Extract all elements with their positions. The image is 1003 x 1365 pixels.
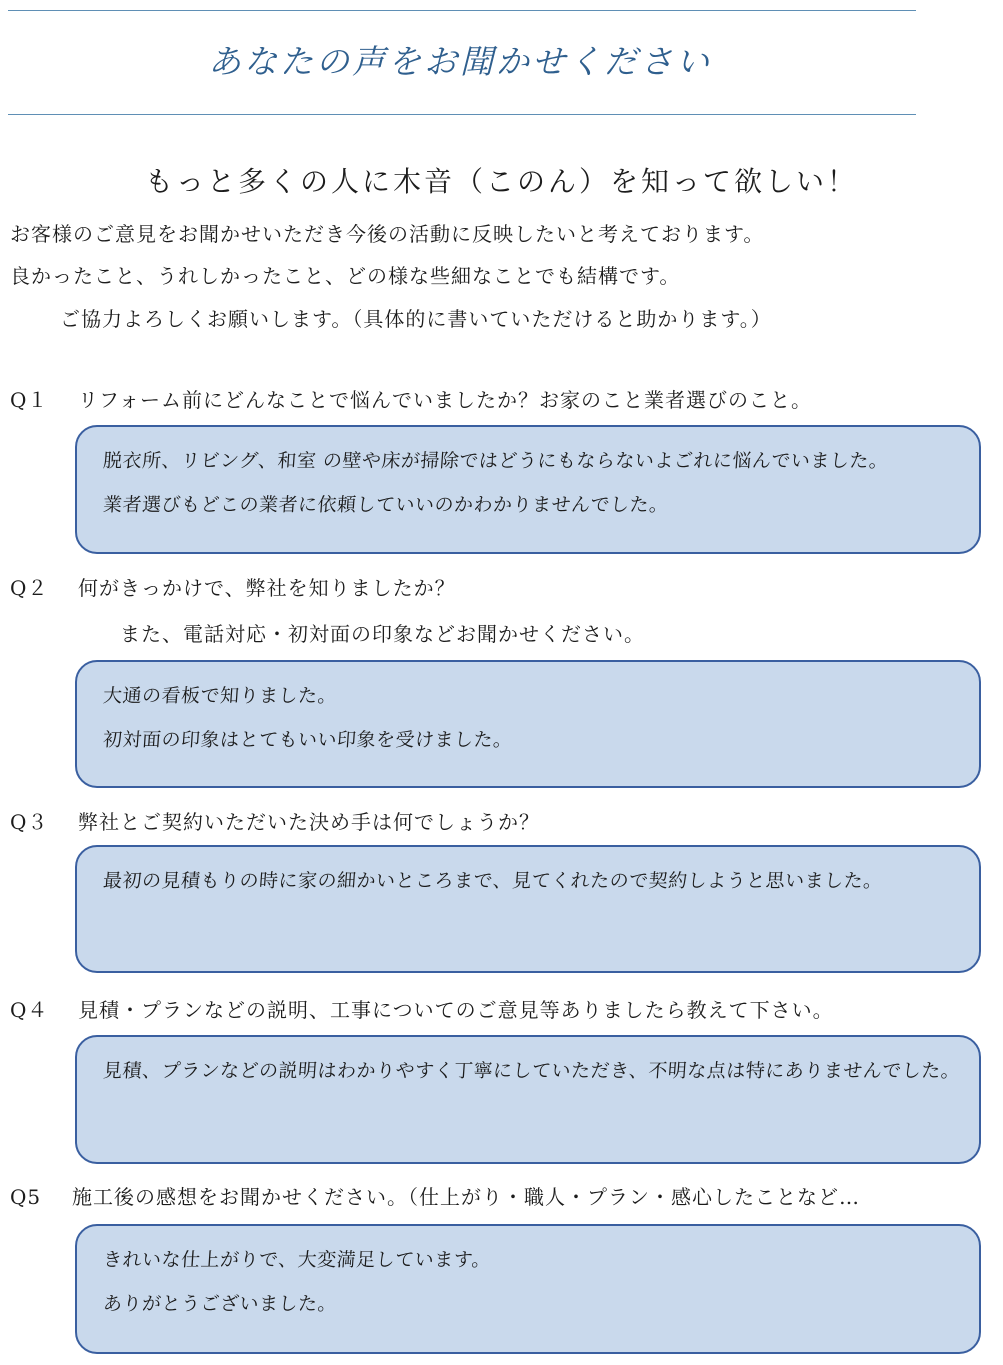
question-2-line-2: また、電話対応・初対面の印象などお聞かせください。 — [120, 622, 645, 646]
answer-line: 見積、プランなどの説明はわかりやすく丁寧にしていただき、不明な点は特にありませんでした。 — [102, 1060, 962, 1082]
question-text: 施工後の感想をお聞かせください。（仕上がり・職人・プラン・感心したことなど… — [72, 1185, 860, 1209]
answer-line: ありがとうございました。 — [102, 1293, 338, 1315]
answer-line: 初対面の印象はとてもいい印象を受けました。 — [102, 729, 514, 751]
answer-line: 大通の看板で知りました。 — [102, 685, 338, 707]
question-3 — [10, 806, 540, 835]
page-title: あなたの声をお聞かせください — [208, 42, 712, 81]
question-number: Q5 — [10, 1185, 42, 1209]
answer-line: 脱衣所、リビング、和室 の壁や床が掃除ではどうにもならないよごれに悩んでいました。 — [102, 450, 890, 472]
intro-line-2: 良かったこと、うれしかったこと、どの様な些細なことでも結構です。 — [10, 264, 681, 288]
question-text: リフォーム前にどんなことで悩んでいましたか？お家のこと業者選びのこと。 — [78, 388, 812, 412]
answer-box-5 — [75, 1224, 981, 1354]
question-text: 見積・プランなどの説明、工事についてのご意見等ありましたら教えて下さい。 — [78, 998, 834, 1022]
answer-box-3 — [75, 845, 981, 973]
answer-box-2 — [75, 660, 981, 788]
question-2 — [10, 572, 456, 601]
question-number: Q４ — [10, 998, 49, 1022]
answer-line: きれいな仕上がりで、大変満足しています。 — [102, 1249, 492, 1271]
question-number: Q３ — [10, 810, 49, 834]
intro-line-3: ご協力よろしくお願いします。（具体的に書いていただけると助かります。） — [60, 307, 772, 331]
answer-box-4 — [75, 1035, 981, 1164]
subtitle: もっと多くの人に木音（このん）を知って欲しい！ — [144, 165, 858, 198]
answer-line: 最初の見積もりの時に家の細かいところまで、見てくれたので契約しようと思いました。 — [102, 870, 884, 892]
intro-line-1: お客様のご意見をお聞かせいただき今後の活動に反映したいと考えております。 — [10, 222, 765, 246]
question-number: Q２ — [10, 576, 49, 600]
header-bottom-rule — [8, 114, 916, 115]
question-number: Q１ — [10, 388, 49, 412]
question-text: 何がきっかけで、弊社を知りましたか？ — [78, 576, 456, 600]
question-text: 弊社とご契約いただいた決め手は何でしょうか？ — [78, 810, 540, 834]
question-5 — [10, 1181, 860, 1210]
question-1 — [10, 384, 812, 413]
answer-line: 業者選びもどこの業者に依頼していいのかわかりませんでした。 — [102, 494, 670, 516]
question-4 — [10, 994, 834, 1023]
answer-box-1 — [75, 425, 981, 554]
top-rule — [8, 10, 916, 11]
